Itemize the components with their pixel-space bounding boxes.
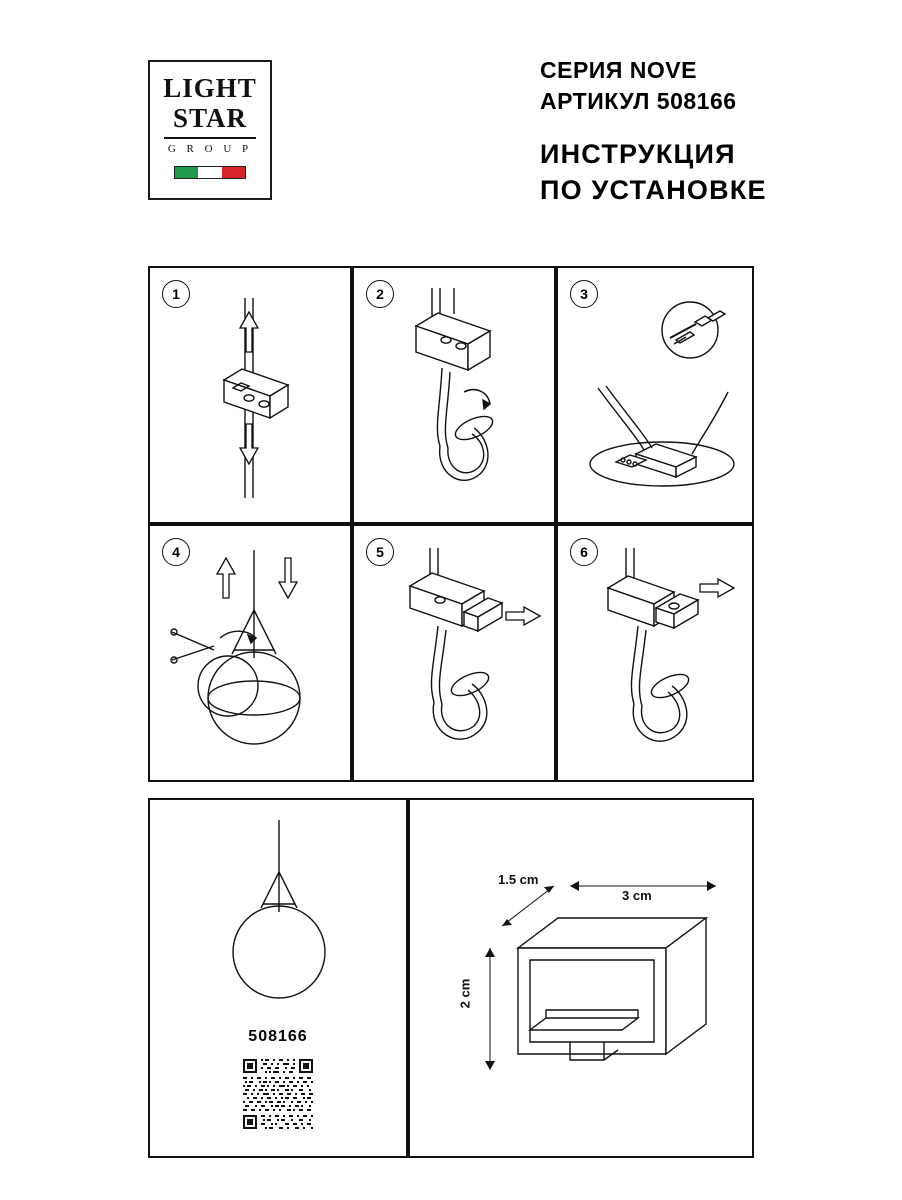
dimension-depth-label: 1.5 cm xyxy=(498,872,539,887)
dimensions-panel xyxy=(408,798,754,1158)
step-number-5: 5 xyxy=(366,538,394,566)
step-cell-4 xyxy=(148,524,352,782)
step-cell-2 xyxy=(352,266,556,524)
step-cell-6 xyxy=(556,524,754,782)
step-number-1: 1 xyxy=(162,280,190,308)
step-cell-5 xyxy=(352,524,556,782)
title-line-2: ПО УСТАНОВКЕ xyxy=(540,174,767,205)
logo-text-star: STAR xyxy=(172,103,248,133)
step-number-4: 4 xyxy=(162,538,190,566)
step-cell-1 xyxy=(148,266,352,524)
product-code: 508166 xyxy=(248,1028,308,1045)
series-label: СЕРИЯ NOVE xyxy=(540,57,697,83)
logo-text-light: LIGHT xyxy=(163,73,257,103)
dimension-height-label: 2 cm xyxy=(457,978,473,1009)
step-number-3: 3 xyxy=(570,280,598,308)
logo-text-group: G R O U P xyxy=(167,143,253,156)
qr-code-icon xyxy=(241,1057,315,1131)
product-preview-panel xyxy=(148,798,408,1158)
step-number-2: 2 xyxy=(366,280,394,308)
article-label: АРТИКУЛ 508166 xyxy=(540,88,737,115)
step-cell-3 xyxy=(556,266,754,524)
step-number-6: 6 xyxy=(570,538,598,566)
dimension-width-label: 3 cm xyxy=(622,888,652,903)
title-line-1: ИНСТРУКЦИЯ xyxy=(540,139,736,170)
